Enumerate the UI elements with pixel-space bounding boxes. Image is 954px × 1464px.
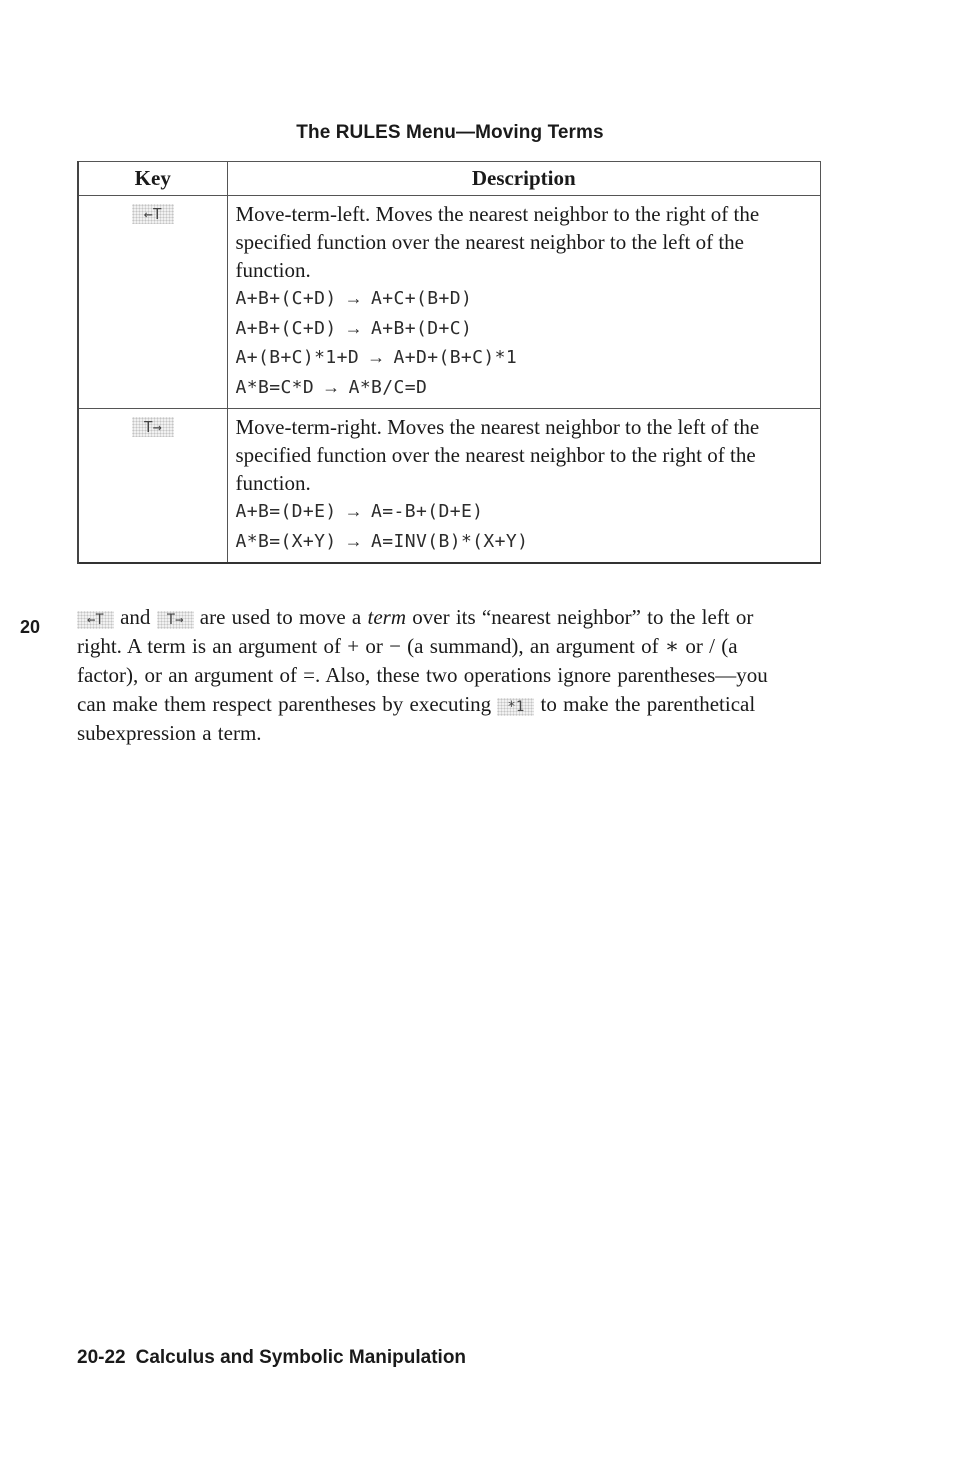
example bbox=[236, 343, 815, 373]
example-after: A=-B+(D+E) bbox=[371, 501, 484, 522]
example-after: A+C+(B+D) bbox=[371, 288, 473, 309]
description-cell bbox=[227, 196, 821, 409]
side-page-number: 20 bbox=[20, 617, 41, 637]
header-description: Description bbox=[227, 162, 821, 196]
arrow: → bbox=[344, 288, 364, 308]
description-cell bbox=[227, 409, 821, 564]
term-emphasis: term bbox=[367, 605, 406, 629]
move-term-right-key: T→ bbox=[157, 611, 194, 629]
description-text: Move-term-right. Moves the nearest neighbor to the left of the specified function over the nearest neighbor to the right of the function. bbox=[235, 415, 760, 495]
move-term-left-key: ←T bbox=[77, 611, 114, 629]
header-key: Key bbox=[78, 162, 227, 196]
multiply-one-key: *1 bbox=[497, 698, 534, 716]
footer-chapter-title: Calculus and Symbolic Manipulation bbox=[135, 1347, 467, 1368]
example-before: A*B=C*D bbox=[235, 376, 315, 398]
example-after: A=INV(B)*(X+Y) bbox=[371, 530, 529, 552]
example bbox=[236, 527, 815, 557]
key-cell bbox=[78, 196, 227, 409]
page-title: The RULES Menu—Moving Terms bbox=[296, 122, 604, 143]
rules-table bbox=[77, 161, 821, 564]
table-row bbox=[78, 409, 821, 564]
arrow: → bbox=[322, 376, 341, 397]
example-after: A*B/C=D bbox=[348, 376, 428, 398]
example-before: A+(B+C)*1+D bbox=[235, 347, 360, 368]
footer-page-number: 20-22 bbox=[77, 1347, 126, 1368]
example-before: A+B+(C+D) bbox=[235, 317, 337, 339]
example bbox=[236, 284, 815, 314]
paragraph-text: and bbox=[113, 605, 157, 629]
example-after: A+B+(D+C) bbox=[371, 317, 473, 339]
page-footer bbox=[77, 1347, 466, 1369]
paragraph-text: over its “nearest neighbor” to the left or right. A term is an argument of + or − (a summand), an argument of ∗ or / (a factor), or an argument of =. Also, these two operations ignore parentheses—you can make them respect parentheses by executing bbox=[77, 605, 768, 716]
paragraph-text: to make the parenthetical subexpression a term. bbox=[77, 692, 756, 745]
table-row bbox=[78, 196, 821, 409]
move-term-left-key: ←T bbox=[132, 204, 174, 224]
example bbox=[236, 497, 815, 527]
key-cell bbox=[78, 409, 227, 564]
move-term-right-key: T→ bbox=[132, 417, 174, 437]
example-before: A+B=(D+E) bbox=[235, 501, 337, 522]
paragraph-text: are used to move a bbox=[193, 605, 368, 629]
arrow: → bbox=[344, 501, 364, 521]
table-header-row bbox=[78, 162, 821, 196]
example-before: A*B=(X+Y) bbox=[235, 530, 337, 552]
example-after: A+D+(B+C)*1 bbox=[393, 347, 518, 368]
description-text: Move-term-left. Moves the nearest neighbor to the right of the specified function over the nearest neighbor to the left of the function. bbox=[235, 202, 760, 282]
example bbox=[236, 373, 815, 403]
example-before: A+B+(C+D) bbox=[235, 288, 337, 309]
arrow: → bbox=[344, 317, 364, 338]
example bbox=[236, 314, 815, 344]
arrow: → bbox=[367, 347, 386, 367]
arrow: → bbox=[344, 530, 364, 551]
body-paragraph bbox=[77, 603, 797, 748]
